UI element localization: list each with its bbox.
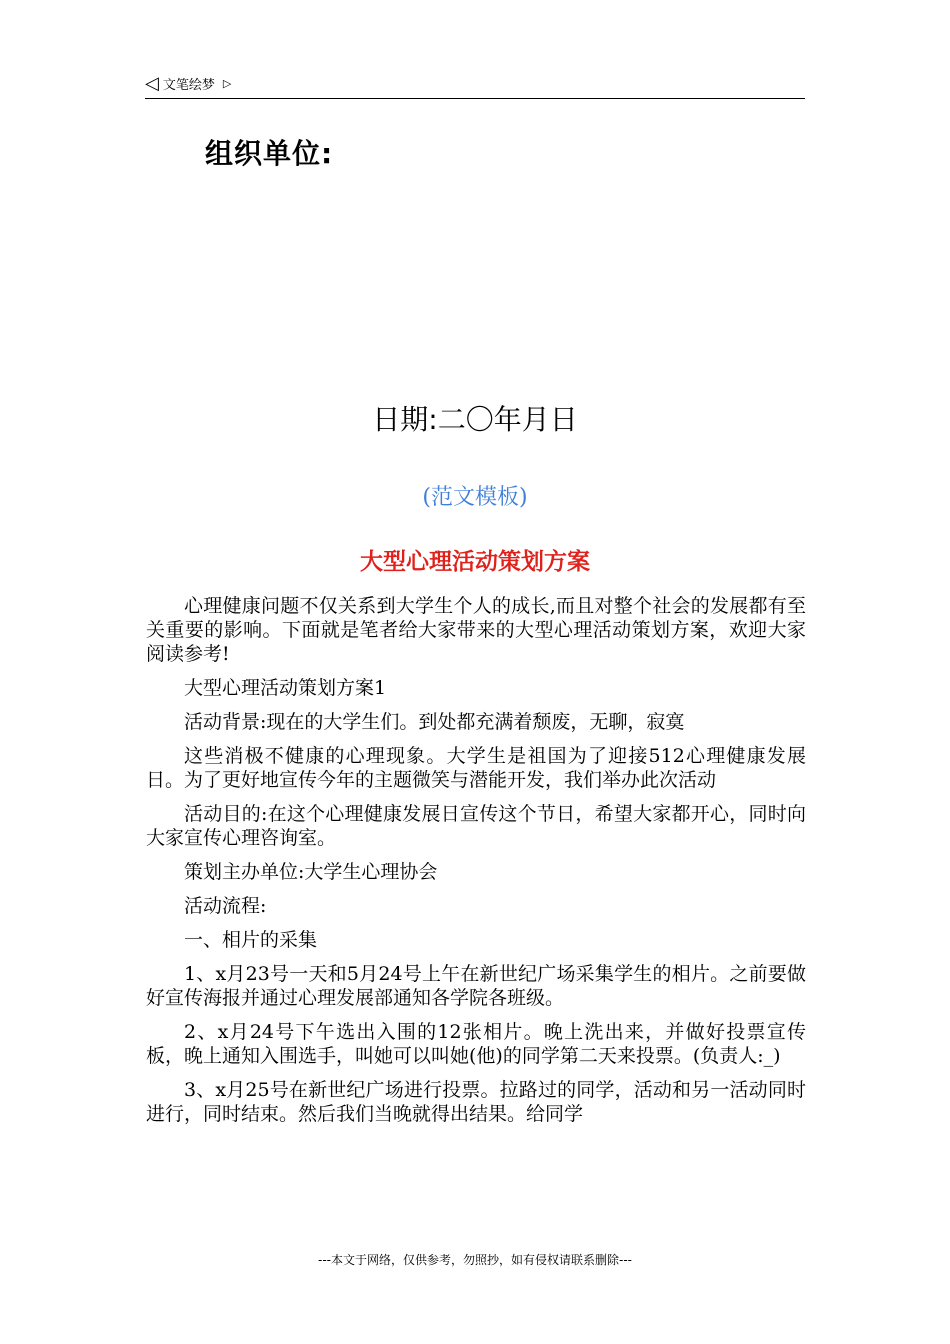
paragraph: 策划主办单位:大学生心理协会 [184,861,438,883]
date-label: 日期:二〇年月日 [372,403,578,436]
template-label: (范文模板) [422,485,528,510]
paragraph: 活动目的:在这个心理健康发展日宣传这个节日，希望大家都开心，同时向大家宣传心理咨询室。 [146,803,806,849]
paragraph: 心理健康问题不仅关系到大学生个人的成长,而且对整个社会的发展都有至关重要的影响。下面就是笔者给大家带来的大型心理活动策划方案，欢迎大家阅读参考! [146,595,806,665]
paragraph: 2、x月24号下午选出入围的12张相片。晚上洗出来，并做好投票宣传板，晚上通知入围选手，叫她可以叫她(他)的同学第二天来投票。(负责人:_) [146,1021,806,1067]
document-title: 大型心理活动策划方案 [360,549,590,575]
triangle-right-icon: ▷ [222,77,232,90]
page-header [145,74,805,99]
paragraph: 一、相片的采集 [184,929,318,951]
header-brand: 文笔绘梦 [162,78,215,93]
paragraph: 活动背景:现在的大学生们。到处都充满着颓废，无聊，寂寞 [184,711,685,733]
paragraph: 1、x月23号一天和5月24号上午在新世纪广场采集学生的相片。之前要做好宣传海报并通过心理发展部通知各学院各班级。 [146,963,806,1009]
triangle-left-icon: ◁ [145,72,159,94]
paragraph: 这些消极不健康的心理现象。大学生是祖国为了迎接512心理健康发展日。为了更好地宣传今年的主题微笑与潜能开发，我们举办此次活动 [146,745,806,791]
organization-label: 组织单位: [205,137,334,170]
header-brand-group [145,74,231,93]
paragraph: 大型心理活动策划方案1 [184,677,387,699]
footer-notice: ---本文于网络，仅供参考，勿照抄，如有侵权请联系删除--- [318,1253,632,1267]
paragraph: 3、x月25号在新世纪广场进行投票。拉路过的同学，活动和另一活动同时进行，同时结束。然后我们当晚就得出结果。给同学 [146,1079,806,1125]
paragraph: 活动流程: [184,895,267,917]
document-body [146,594,806,1136]
